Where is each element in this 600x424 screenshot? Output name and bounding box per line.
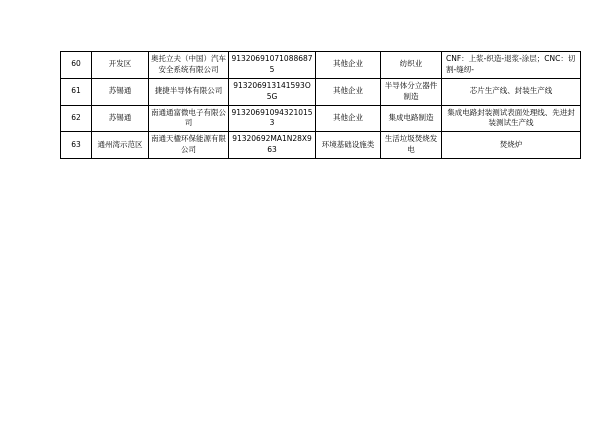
table-row <box>61 78 581 105</box>
cell-area: 通州湾示范区 <box>92 132 149 159</box>
cell-enterprise-name: 奥托立夫（中国）汽车安全系统有限公司 <box>149 52 229 79</box>
cell-remark: 芯片生产线、封装生产线 <box>442 78 581 105</box>
table-body <box>61 52 581 159</box>
cell-enterprise-name: 南通天楹环保能源有限公司 <box>149 132 229 159</box>
cell-credit-code: 91320692MA1N28X963 <box>229 132 316 159</box>
table-container <box>60 51 576 159</box>
cell-credit-code: 913206910943210153 <box>229 105 316 132</box>
cell-enterprise-type: 其他企业 <box>316 105 381 132</box>
cell-serial-number: 63 <box>61 132 92 159</box>
cell-industry-category: 生活垃圾焚烧发电 <box>381 132 442 159</box>
cell-credit-code: 913206910710886875 <box>229 52 316 79</box>
cell-remark: CNF：上浆-织造-退浆-涂层；CNC：切割-缝纫- <box>442 52 581 79</box>
cell-serial-number: 60 <box>61 52 92 79</box>
cell-industry-category: 纺织业 <box>381 52 442 79</box>
cell-enterprise-name: 捷捷半导体有限公司 <box>149 78 229 105</box>
cell-industry-category: 集成电路制造 <box>381 105 442 132</box>
table-row <box>61 52 581 79</box>
cell-serial-number: 61 <box>61 78 92 105</box>
cell-serial-number: 62 <box>61 105 92 132</box>
cell-enterprise-type: 环境基础设施类 <box>316 132 381 159</box>
cell-industry-category: 半导体分立器件制造 <box>381 78 442 105</box>
table-row <box>61 105 581 132</box>
cell-enterprise-type: 其他企业 <box>316 78 381 105</box>
cell-enterprise-name: 南通通富微电子有限公司 <box>149 105 229 132</box>
cell-area: 苏锡通 <box>92 105 149 132</box>
cell-area: 苏锡通 <box>92 78 149 105</box>
cell-remark: 焚烧炉 <box>442 132 581 159</box>
cell-credit-code: 913206913141593O5G <box>229 78 316 105</box>
cell-remark: 集成电路封装测试表面处理线、先进封装测试生产线 <box>442 105 581 132</box>
cell-area: 开发区 <box>92 52 149 79</box>
enterprise-table <box>60 51 581 159</box>
table-row <box>61 132 581 159</box>
cell-enterprise-type: 其他企业 <box>316 52 381 79</box>
